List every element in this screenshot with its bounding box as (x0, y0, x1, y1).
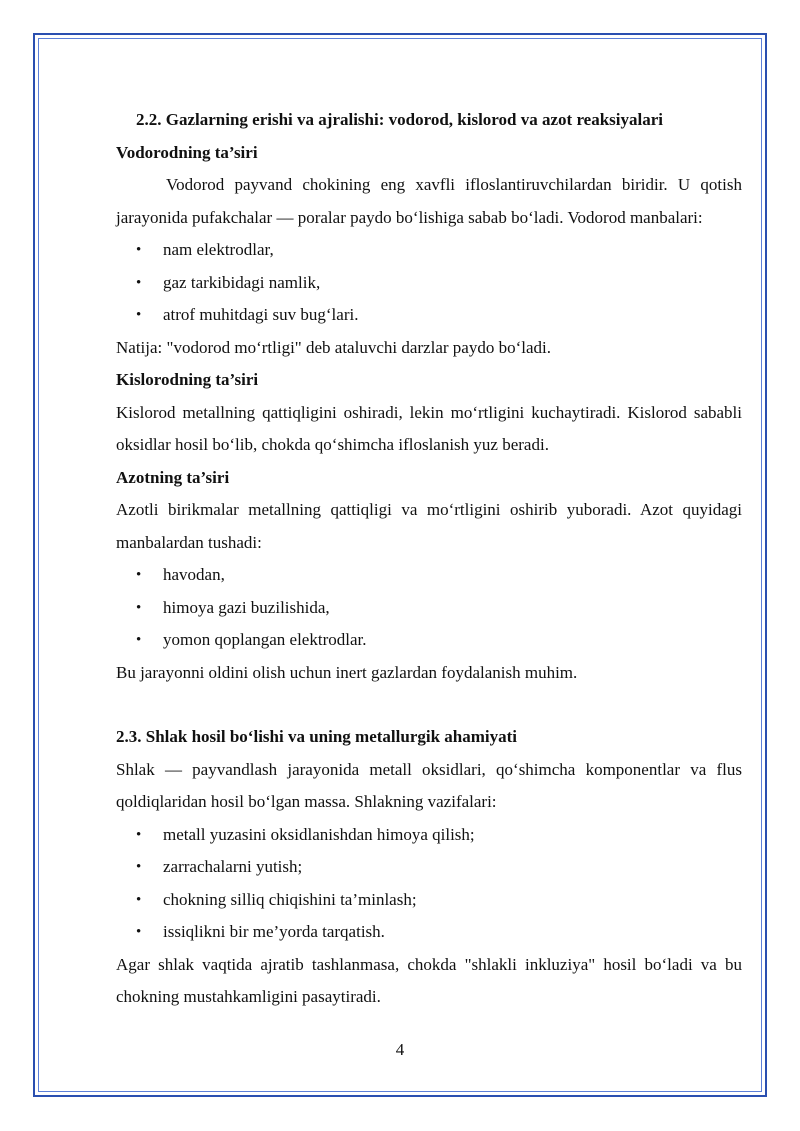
list-item: • metall yuzasini oksidlanishdan himoya qilish; (116, 819, 742, 852)
bullet-icon: • (136, 859, 142, 875)
nitrogen-intro: Azotli birikmalar metallning qattiqligi va mo‘rtligini oshirib yuboradi. Azot quyidagi manbalardan tushadi: (116, 500, 742, 552)
list-item: • havodan, (116, 559, 742, 592)
bullet-icon: • (136, 242, 142, 258)
nitrogen-conclusion: Bu jarayonni oldini olish uchun inert gazlardan foydalanish muhim. (116, 662, 578, 682)
bullet-icon: • (136, 567, 142, 583)
bullet-icon: • (136, 632, 142, 648)
list-item: • yomon qoplangan elektrodlar. (116, 624, 742, 657)
bullet-icon: • (136, 826, 142, 843)
slag-intro: Shlak — payvandlash jarayonida metall oksidlari, qo‘shimcha komponentlar va flus qoldiqlaridan hosil bo‘lgan massa. Shlakning vazifalari: (116, 759, 742, 811)
section-heading-2-3: 2.3. Shlak hosil bo‘lishi va uning metallurgik ahamiyati (116, 727, 518, 746)
slag-conclusion: Agar shlak vaqtida ajratib tashlanmasa, chokda "shlakli inkluziya" hosil bo‘ladi va bu chokning mustahkamligini pasaytiradi. (116, 954, 742, 1006)
nitrogen-title: Azotning ta’siri (116, 467, 230, 487)
list-item: • himoya gazi buzilishida, (116, 592, 742, 625)
bullet-icon: • (136, 924, 142, 940)
bullet-icon: • (136, 307, 142, 323)
section-spacer (116, 689, 742, 721)
page-content (116, 104, 742, 1014)
bullet-icon: • (136, 891, 142, 908)
hydrogen-sources-list (116, 234, 742, 332)
list-item: • chokning silliq chiqishini ta’minlash; (116, 884, 742, 917)
list-item: • atrof muhitdagi suv bug‘lari. (116, 299, 742, 332)
list-item: • gaz tarkibidagi namlik, (116, 267, 742, 300)
hydrogen-result: Natija: "vodorod mo‘rtligi" deb ataluvchi darzlar paydo bo‘ladi. (116, 337, 551, 357)
list-item: • zarrachalarni yutish; (116, 851, 742, 884)
list-item: • issiqlikni bir me’yorda tarqatish. (116, 916, 742, 949)
page-number: 4 (395, 1040, 405, 1059)
slag-functions-list (116, 819, 742, 949)
hydrogen-intro: Vodorod payvand chokining eng xavfli ifloslantiruvchilardan biridir. U qotish jarayonida pufakchalar — poralar paydo bo‘lishiga sabab bo‘ladi. Vodorod manbalari: (116, 175, 742, 227)
section-heading-2-2: 2.2. Gazlarning erishi va ajralishi: vodorod, kislorod va azot reaksiyalari (136, 110, 664, 129)
bullet-icon: • (136, 274, 142, 291)
nitrogen-sources-list (116, 559, 742, 657)
hydrogen-title: Vodorodning ta’siri (116, 142, 258, 162)
oxygen-text: Kislorod metallning qattiqligini oshiradi, lekin mo‘rtligini kuchaytiradi. Kislorod sababli oksidlar hosil bo‘lib, chokda qo‘shimcha ifloslanish yuz beradi. (116, 402, 742, 454)
oxygen-title: Kislorodning ta’siri (116, 370, 259, 389)
list-item: • nam elektrodlar, (116, 234, 742, 267)
bullet-icon: • (136, 599, 142, 616)
